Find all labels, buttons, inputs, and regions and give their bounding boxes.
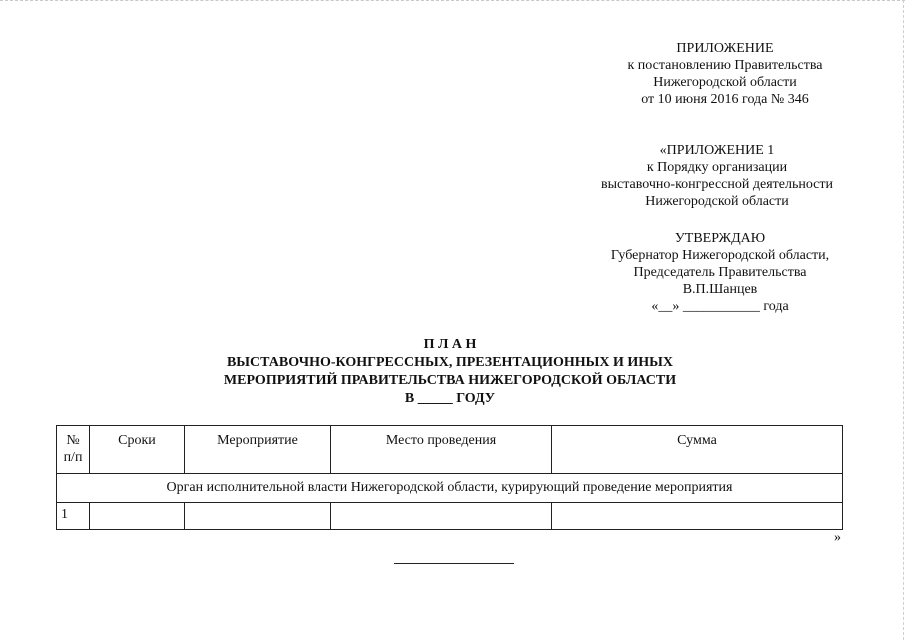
appendix-line: Нижегородской области: [645, 194, 789, 209]
approval-line: Губернатор Нижегородской области,: [610, 248, 830, 263]
plan-title-line: МЕРОПРИЯТИЙ ПРАВИТЕЛЬСТВА НИЖЕГОРОДСКОЙ ОБЛАСТИ: [223, 373, 677, 388]
attachment-line: к постановлению Правительства: [627, 58, 823, 73]
separator-line: [394, 563, 514, 564]
column-header: Сумма: [552, 426, 843, 474]
plan-title: [150, 336, 750, 408]
table-cell: [185, 503, 331, 530]
plan-title-line: ВЫСТАВОЧНО-КОНГРЕССНЫХ, ПРЕЗЕНТАЦИОННЫХ И ИНЫХ: [226, 355, 674, 370]
attachment-date: от 10 июня 2016 года № 346: [641, 92, 809, 107]
org-group-cell: Орган исполнительной власти Нижегородской области, курирующий проведение мероприятия: [57, 474, 843, 503]
scan-edge-right: [902, 0, 904, 640]
attachment-title: ПРИЛОЖЕНИЕ: [676, 41, 774, 56]
plan-title-line: В _____ ГОДУ: [404, 391, 496, 406]
plan-table: [56, 425, 843, 530]
column-header: Мероприятие: [185, 426, 331, 474]
plan-title-line: П Л А Н: [423, 337, 477, 352]
table-cell: [90, 503, 185, 530]
approval-date: «__» ___________ года: [651, 299, 789, 314]
approval-block: [595, 230, 845, 315]
appendix-line: выставочно-конгрессной деятельности: [600, 177, 834, 192]
appendix-title: «ПРИЛОЖЕНИЕ 1: [659, 143, 775, 158]
table-row: [57, 503, 843, 530]
column-header: Сроки: [90, 426, 185, 474]
table-cell: [552, 503, 843, 530]
column-header: Место проведения: [331, 426, 552, 474]
table-group-row: [57, 474, 843, 503]
column-header: № п/п: [57, 426, 90, 474]
appendix-header: [582, 142, 852, 210]
table-cell: 1: [57, 503, 90, 530]
approval-line: Председатель Правительства: [633, 265, 807, 280]
approval-title: УТВЕРЖДАЮ: [674, 231, 766, 246]
appendix-line: к Порядку организации: [646, 160, 788, 175]
scan-edge-top: [0, 0, 905, 3]
table-header-row: [57, 426, 843, 474]
attachment-header: [600, 40, 850, 108]
attachment-line: Нижегородской области: [653, 75, 797, 90]
table-cell: [331, 503, 552, 530]
approval-signatory: В.П.Шанцев: [682, 282, 758, 297]
closing-quote: »: [834, 530, 841, 545]
